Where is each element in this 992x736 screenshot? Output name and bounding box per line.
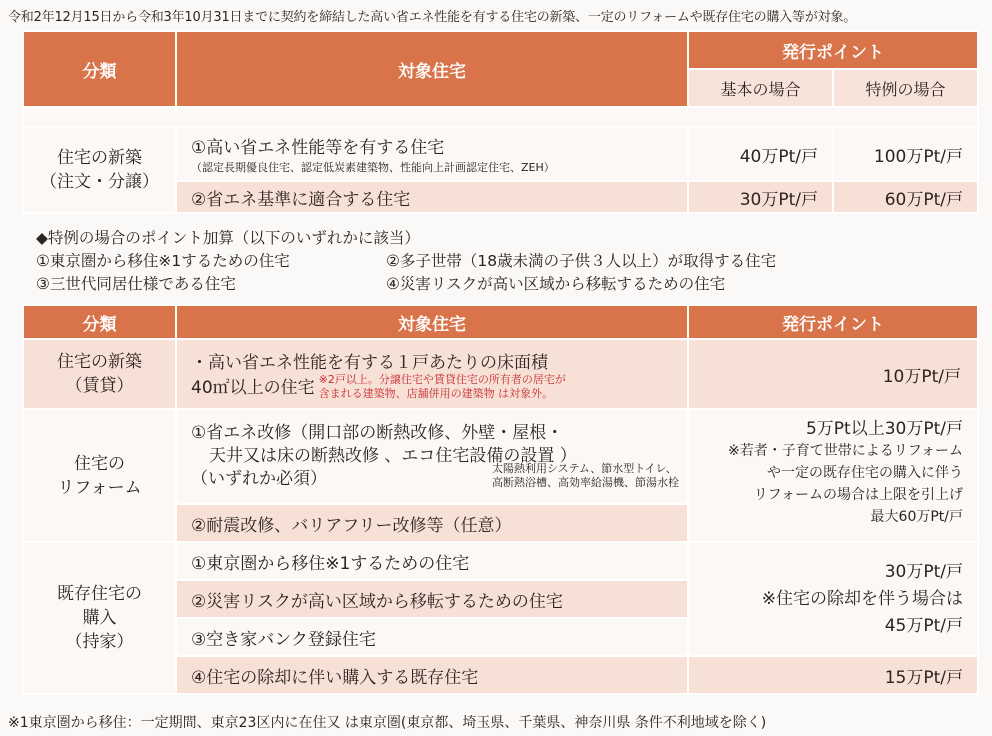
header-special: 特例の場合	[833, 69, 978, 107]
points-detail-table	[22, 304, 979, 695]
row-existing-tokyo: ①東京圏から移住※1するための住宅	[176, 542, 688, 580]
category-existing-purchase: 既存住宅の 購入 （持家）	[23, 542, 176, 694]
row-energy-reform: ①省エネ改修（開口部の断熱改修、外壁・屋根・ 天井又は床の断熱改修 、エコ住宅設備の設置 ） （いずれか必須） 太陽熱利用システム、節水型トイレ、 高断熱浴槽、高効率給湯機、節湯水栓	[176, 409, 688, 504]
header2-points: 発行ポイント	[688, 305, 978, 339]
header2-category: 分類	[23, 305, 176, 339]
special-case-1: ①東京圏から移住※1するための住宅	[36, 252, 290, 270]
header-basic: 基本の場合	[688, 69, 833, 107]
special-case-2: ②多子世帯（18歳未満の子供３人以上）が取得する住宅	[386, 252, 777, 270]
intro-text: 令和2年12月15日から令和3年10月31日までに契約を締結した高い省エネ性能を有する住宅の新築、一定のリフォームや既存住宅の購入等が対象。	[8, 10, 857, 25]
header-target: 対象住宅	[176, 31, 688, 107]
new-build-points-table	[22, 30, 979, 214]
header-category: 分類	[23, 31, 176, 107]
row-existing-demolition: ④住宅の除却に伴い購入する既存住宅	[176, 656, 688, 694]
existing-demolition-points: 15万Pt/戸	[688, 656, 978, 694]
row1-basic-points: 40万Pt/戸	[688, 127, 833, 181]
row1-special-points: 100万Pt/戸	[833, 127, 978, 181]
row-existing-disaster: ②災害リスクが高い区域から移転するための住宅	[176, 580, 688, 618]
category-new-build-order: 住宅の新築 （注文・分譲）	[23, 127, 176, 213]
category-reform: 住宅の リフォーム	[23, 409, 176, 542]
row-standard-compliant: ②省エネ基準に適合する住宅	[176, 181, 688, 213]
special-case-3: ③三世代同居仕様である住宅	[36, 275, 236, 293]
rental-points: 10万Pt/戸	[688, 339, 978, 409]
row2-special-points: 60万Pt/戸	[833, 181, 978, 213]
special-case-4: ④災害リスクが高い区域から移転するための住宅	[386, 275, 726, 293]
footnote: ※1東京圏から移住：一定期間、東京23区内に在住又 は東京圏(東京都、埼玉県、千葉県、神奈川県 条件不利地域を除く)	[8, 715, 767, 731]
row-seismic-reform: ②耐震改修、バリアフリー改修等（任意）	[176, 504, 688, 542]
reform-points: 5万Pt以上30万Pt/戸 ※若者・子育て世帯によるリフォーム や一定の既存住宅の購入に伴う リフォームの場合は上限を引上げ 最大60万Pt/戸	[688, 409, 978, 542]
header-points: 発行ポイント	[688, 31, 978, 69]
row-rental: ・高い省エネ性能を有する１戸あたりの床面積 40㎡以上の住宅 ※2戸以上。分譲住宅や賃貸住宅の所有者の居宅が 含まれる建築物、店舗併用の建築物 は対象外。	[176, 339, 688, 409]
header2-target: 対象住宅	[176, 305, 688, 339]
rental-note: ※2戸以上。分譲住宅や賃貸住宅の所有者の居宅が 含まれる建築物、店舗併用の建築物 は対象外。	[318, 372, 566, 400]
category-new-build-rental: 住宅の新築 （賃貸）	[23, 339, 176, 409]
row-high-efficiency: ①高い省エネ性能等を有する住宅 （認定長期優良住宅、認定低炭素建築物、性能向上計画認定住宅、ZEH）	[176, 127, 688, 181]
existing-points: 30万Pt/戸 ※住宅の除却を伴う場合は 45万Pt/戸	[688, 542, 978, 656]
row-existing-vacant: ③空き家バンク登録住宅	[176, 618, 688, 656]
row2-basic-points: 30万Pt/戸	[688, 181, 833, 213]
special-case-title: ◆特例の場合のポイント加算（以下のいずれかに該当）	[36, 229, 420, 247]
